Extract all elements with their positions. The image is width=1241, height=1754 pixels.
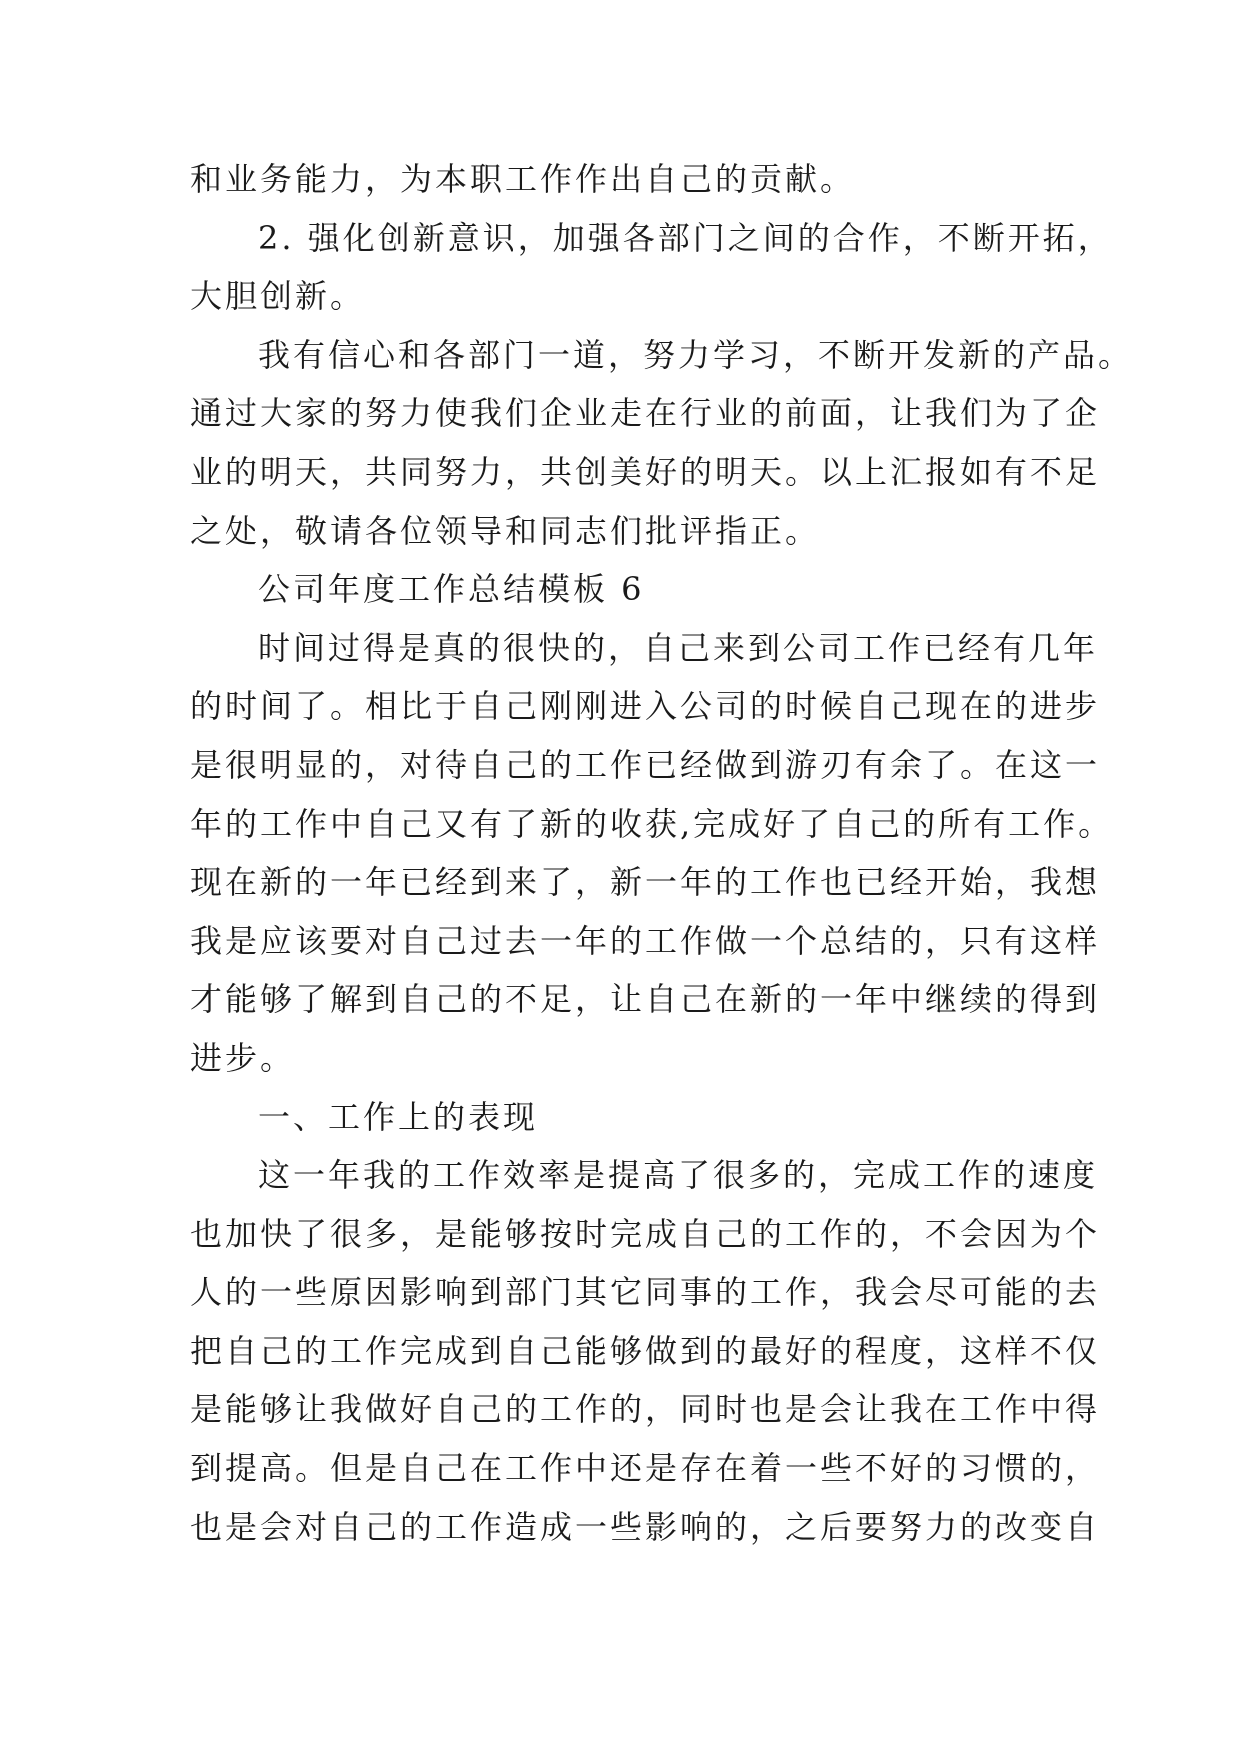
text-line: 大胆创新。 <box>190 277 366 316</box>
document-body <box>190 150 1134 1556</box>
text-line: 是能够让我做好自己的工作的，同时也是会让我在工作中得 <box>190 1390 1101 1429</box>
text-line: 也是会对自己的工作造成一些影响的，之后要努力的改变自 <box>190 1507 1101 1546</box>
text-line: 才能够了解到自己的不足，让自己在新的一年中继续的得到 <box>190 980 1101 1019</box>
text-line: 也加快了很多，是能够按时完成自己的工作的，不会因为个 <box>190 1214 1101 1253</box>
text-line: 我有信心和各部门一道，努力学习，不断开发新的产品。 <box>258 335 1134 374</box>
subsection-heading: 一、工作上的表现 <box>258 1097 539 1136</box>
section-heading: 公司年度工作总结模板 6 <box>258 570 645 609</box>
text-line: 是很明显的，对待自己的工作已经做到游刃有余了。在这一 <box>190 745 1101 784</box>
text-line: 这一年我的工作效率是提高了很多的，完成工作的速度 <box>258 1156 1099 1195</box>
text-line: 的时间了。相比于自己刚刚进入公司的时候自己现在的进步 <box>190 687 1101 726</box>
text-line: 把自己的工作完成到自己能够做到的最好的程度，这样不仅 <box>190 1331 1101 1370</box>
text-line: 现在新的一年已经到来了，新一年的工作也已经开始，我想 <box>190 863 1101 902</box>
text-line: 我是应该要对自己过去一年的工作做一个总结的，只有这样 <box>190 921 1101 960</box>
text-line: 时间过得是真的很快的，自己来到公司工作已经有几年 <box>258 628 1099 667</box>
text-line: 业的明天，共同努力，共创美好的明天。以上汇报如有不足 <box>190 452 1101 491</box>
text-line: 年的工作中自己又有了新的收获,完成好了自己的所有工作。 <box>190 804 1114 843</box>
text-line: 和业务能力，为本职工作作出自己的贡献。 <box>190 160 856 198</box>
text-line: 到提高。但是自己在工作中还是存在着一些不好的习惯的， <box>190 1449 1101 1488</box>
text-line: 之处，敬请各位领导和同志们批评指正。 <box>190 511 821 550</box>
text-line: 人的一些原因影响到部门其它同事的工作，我会尽可能的去 <box>190 1273 1101 1312</box>
text-line: 进步。 <box>190 1038 296 1077</box>
text-line: 2. 强化创新意识，加强各部门之间的合作，不断开拓， <box>258 218 1113 257</box>
text-line: 通过大家的努力使我们企业走在行业的前面，让我们为了企 <box>190 394 1101 433</box>
